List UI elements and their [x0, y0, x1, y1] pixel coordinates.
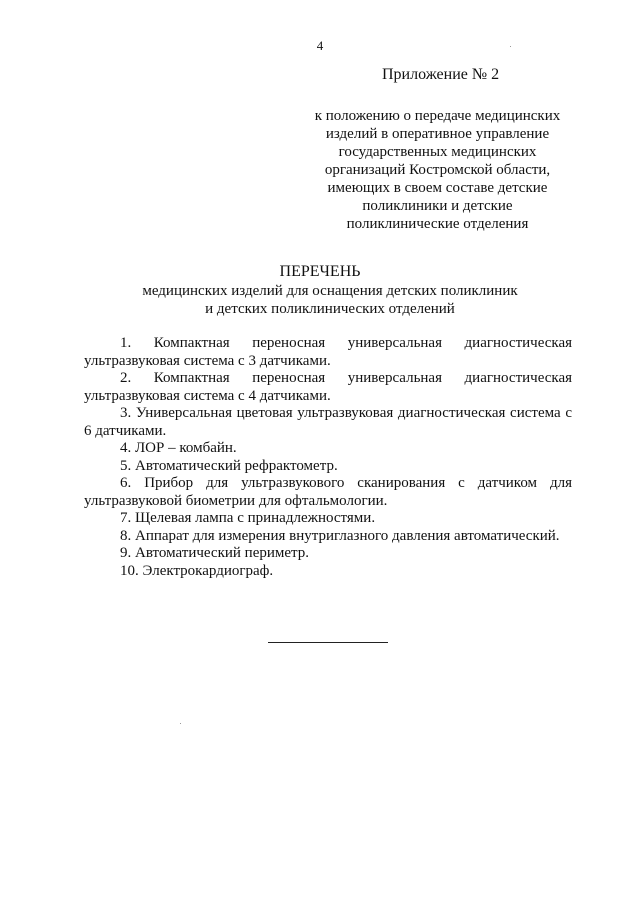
list-subtitle — [100, 282, 560, 318]
appendix-line: имеющих в своем составе детские — [327, 180, 548, 196]
list-item: 9. Автоматический периметр. — [120, 545, 310, 561]
list-item: 8. Аппарат для измерения внутриглазного давления автоматический. — [120, 527, 560, 544]
subtitle-line: и детских поликлинических отделений — [205, 301, 455, 317]
list-item: 6. Прибор для ультразвукового сканирования с датчиком для ультразвуковой биометрии для офтальмологии. — [84, 475, 572, 509]
scan-speck — [510, 46, 511, 47]
list-item: 5. Автоматический рефрактометр. — [120, 457, 338, 474]
appendix-line: поликлинические отделения — [346, 216, 529, 232]
appendix-line: государственных медицинских — [338, 144, 537, 160]
separator-line — [268, 642, 388, 643]
appendix-line: к положению о передаче медицинских — [314, 108, 561, 124]
appendix-line: изделий в оперативное управление — [325, 126, 550, 142]
scan-speck — [180, 723, 181, 724]
appendix-line: поликлиники и детские — [362, 198, 513, 214]
appendix-title: Приложение № 2 — [382, 66, 500, 83]
list-item: 4. ЛОР – комбайн. — [120, 440, 237, 456]
page-number: 4 — [316, 38, 324, 53]
list-item: 1. Компактная переносная универсальная диагностическая ультразвуковая система с 3 датчиками. — [84, 335, 572, 369]
list-item: 3. Универсальная цветовая ультразвуковая диагностическая система с 6 датчиками. — [84, 405, 572, 439]
list-item: 10. Электрокардиограф. — [120, 562, 274, 579]
list-item: 2. Компактная переносная универсальная диагностическая ультразвуковая система с 4 датчиками. — [84, 370, 572, 404]
list-item: 7. Щелевая лампа с принадлежностями. — [120, 510, 376, 526]
subtitle-line: медицинских изделий для оснащения детских поликлиник — [142, 283, 518, 299]
list-title: ПЕРЕЧЕНЬ — [279, 263, 361, 280]
equipment-list — [84, 335, 572, 580]
appendix-description — [300, 107, 575, 233]
appendix-line: организаций Костромской области, — [324, 162, 551, 178]
